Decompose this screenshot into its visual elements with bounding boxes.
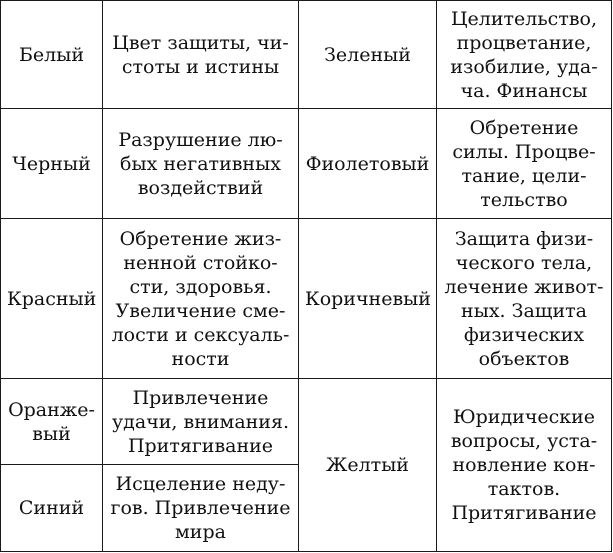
color-meaning-cell: Защита физи- ческого тела, лечение живот- ных. Защита физических объектов [437,219,612,379]
color-meaning-cell: Разрушение лю- бых негативных воздействий [103,109,299,219]
table-row [1,379,612,465]
color-meaning-cell: Обретение силы. Процве- тание, цели- тельство [437,109,612,219]
table-row [1,109,612,219]
color-meaning-cell: Юридические вопросы, уста- новление кон- тактов. Притягивание [437,379,612,552]
color-name-cell: Красный [1,219,103,379]
color-meaning-cell: Цвет защиты, чи- стоты и истины [103,1,299,109]
color-name-cell: Фиолетовый [299,109,437,219]
color-meaning-cell: Целительство, процветание, изобилие, уда- ча. Финансы [437,1,612,109]
color-name-cell: Зеленый [299,1,437,109]
color-name-cell: Коричневый [299,219,437,379]
color-meaning-cell: Обретение жиз- ненной стойко- сти, здоровья. Увеличение сме- лости и сексуаль- ности [103,219,299,379]
color-name-cell: Синий [1,465,103,552]
color-meaning-cell: Привлечение удачи, внимания. Притягивание [103,379,299,465]
table-row [1,1,612,109]
color-name-cell: Оранже- вый [1,379,103,465]
color-name-cell: Черный [1,109,103,219]
color-meaning-cell: Исцеление неду- гов. Привлечение мира [103,465,299,552]
color-name-cell: Желтый [299,379,437,552]
color-name-cell: Белый [1,1,103,109]
table-row [1,219,612,379]
